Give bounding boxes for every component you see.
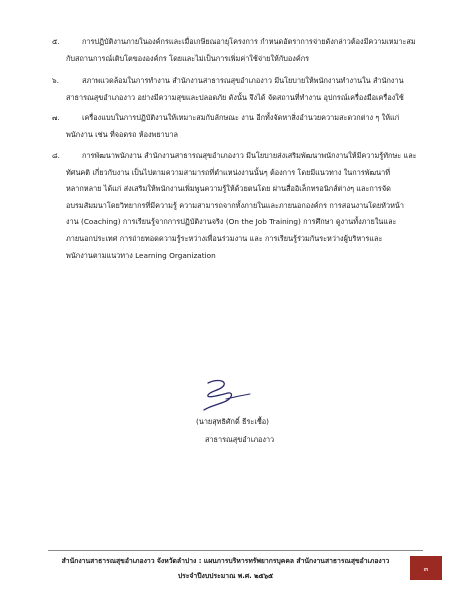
handwritten-signature: [186, 377, 266, 415]
page-number-badge: [410, 556, 442, 580]
footer-divider: [48, 550, 423, 551]
list-item-line: พนักงานตามแนวทาง Learning Organization: [66, 250, 216, 260]
list-item-line: ภายนอกประเทศ การถ่ายทอดความรู้ระหว่างเพื่อนร่วมงาน และ การเรียนรู้ร่วมกันระหว่างผู้บริหารและ: [66, 234, 383, 243]
list-item-line: พนักงาน เช่น ที่จอดรถ ห้องพยาบาล: [66, 129, 178, 139]
list-item-line: เครื่องแบบในการปฏิบัติงานให้เหมาะสมกับลักษณะ งาน อีกทั้งจัดหาสิ่งอำนวยความสะดวกต่าง ๆ ให้แก่: [82, 113, 400, 122]
footer-title: สำนักงานสาธารณสุขอำเภองาว จังหวัดลำปาง : แผนการบริหารทรัพยากรบุคคล สำนักงานสาธารณสุขอำเภองาว: [61, 557, 390, 565]
list-item-line: การพัฒนาพนักงาน สำนักงานสาธารณสุขอำเภองาว มีนโยบายส่งเสริมพัฒนาพนักงานให้มีความรู้ทักษะ และ: [82, 151, 417, 160]
list-item-number: ๕.: [52, 37, 60, 46]
list-item-line: หลากหลาย ได้แก่ ส่งเสริมให้พนักงานเพิ่มพูนความรู้ให้ด้วยตนโดย ผ่านสื่ออิเล็กทรอนิกส์ต่างๆ และการจัด: [66, 184, 391, 194]
list-item-line: การปฏิบัติงานภายในองค์กรและเมื่อเกษียณอายุโครงการ กำหนดอัตราการจ่ายดังกล่าวต้องมีความเหมาะสม: [82, 37, 416, 46]
list-item-number: ๖.: [52, 76, 59, 85]
signatory-name: (นายสุทธิศักดิ์ ธีระเชื้อ): [196, 417, 270, 426]
list-item-line: กับสถานการณ์เติบโตขององค์กร โดยและไม่เป็นการเพิ่มค่าใช้จ่ายให้กับองค์กร: [66, 53, 310, 63]
footer-fiscal-year: ประจำปีงบประมาณ พ.ศ. ๒๕๖๕: [177, 572, 274, 580]
list-item-number: ๘.: [52, 151, 60, 160]
list-item-line: อบรมสัมมนาโดยวิทยากรที่มีความรู้ ความสามารถจากทั้งภายในและภายนอกองค์กร การสอนงานโดยหัวหน้า: [66, 200, 404, 210]
page-number: ๓: [423, 564, 429, 573]
signatory-position: สาธารณสุขอำเภองาว: [205, 435, 275, 444]
list-item-line: สาธารณสุขอำเภองาว อย่างมีความสุขและปลอดภัย ดังนั้น จึงได้ จัดสถานที่ทำงาน อุปกรณ์เครื่องมือเครื่องใช้: [66, 92, 404, 102]
list-item-number: ๗.: [52, 113, 60, 122]
list-item-line: สภาพแวดล้อมในการทำงาน สำนักงานสาธารณสุขอำเภองาว มีนโยบายให้พนักงานทำงานใน สำนักงาน: [82, 76, 404, 85]
list-item-line: ทัศนคติ เกี่ยวกับงาน เป็นไปตามความสามารถที่ตำแหน่งงานนั้นๆ ต้องการ โดยมีแนวทาง ในการพัฒนาที่: [66, 167, 391, 177]
list-item-line: งาน (Coaching) การเรียนรู้จากการปฏิบัติงานจริง (On the Job Training) การศึกษา ดูงานทั้งภายในและ: [66, 217, 397, 227]
